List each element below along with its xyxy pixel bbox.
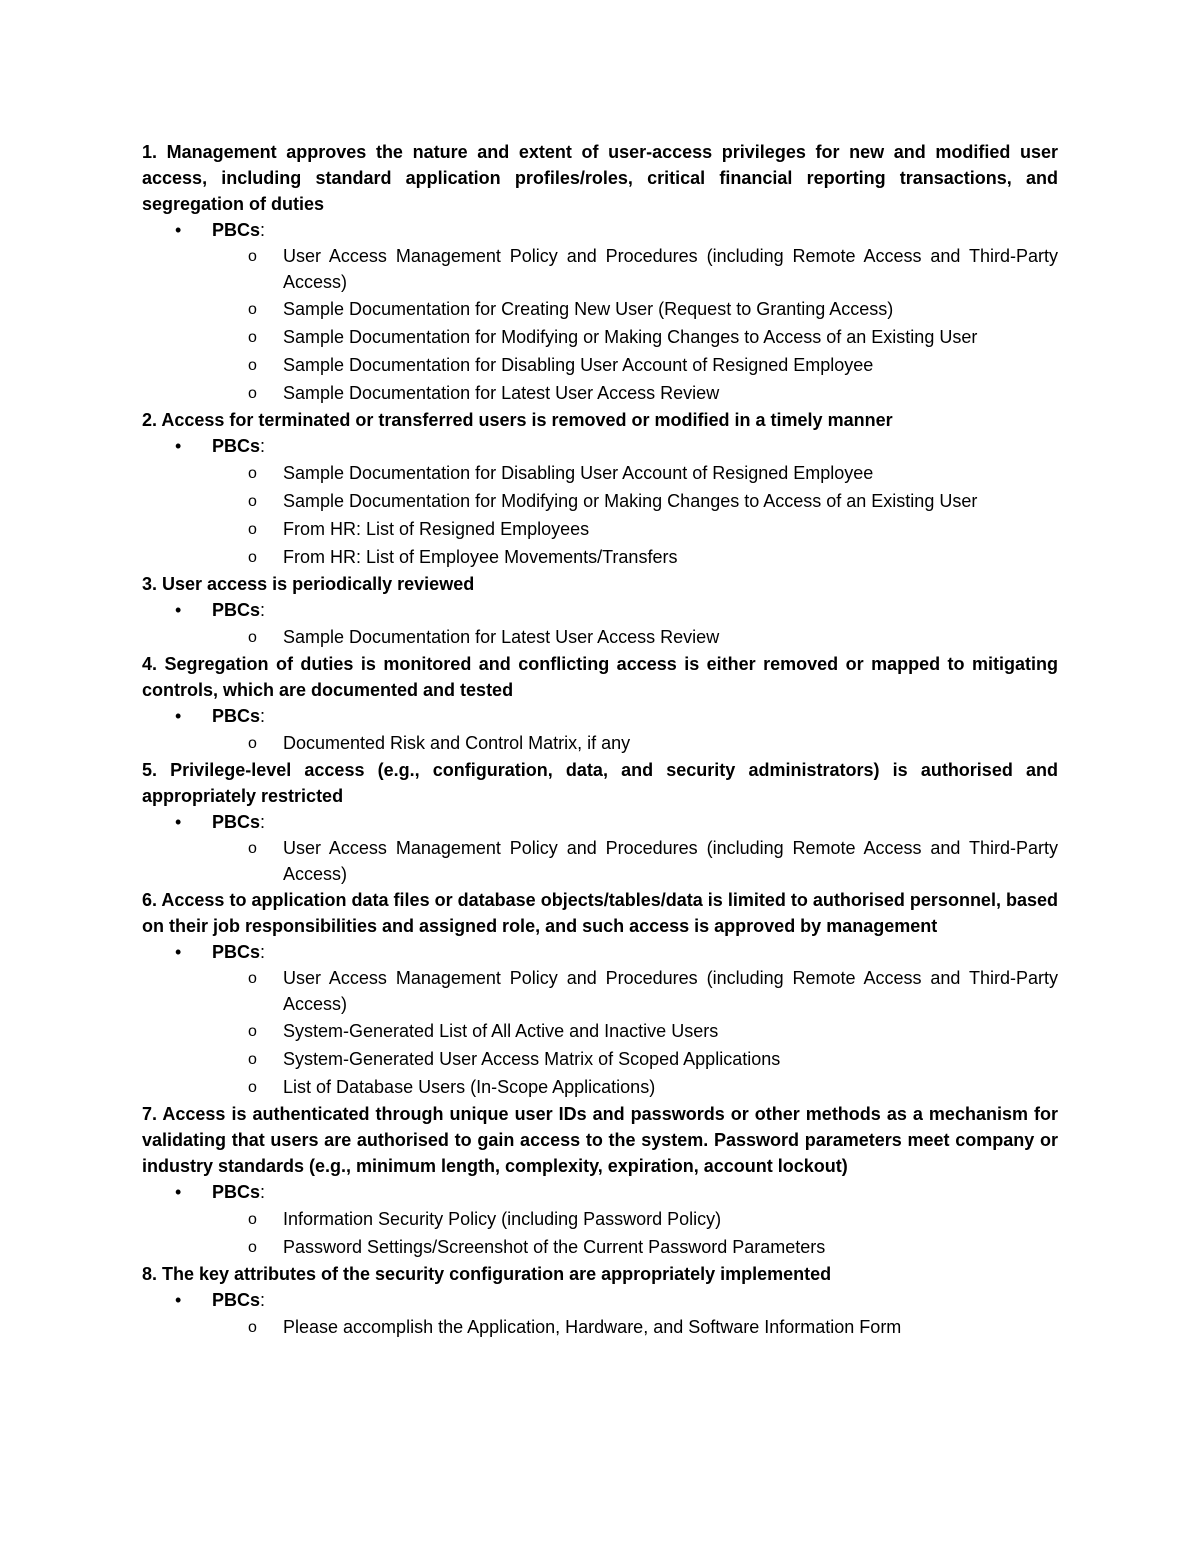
pbc-item — [248, 1045, 1058, 1073]
pbc-item-text: System-Generated List of All Active and Inactive Users — [283, 1021, 719, 1041]
pbc-list — [142, 939, 1058, 1101]
circle-bullet-icon: o — [248, 1079, 257, 1096]
pbc-items — [212, 1313, 1058, 1341]
pbc-label-colon: : — [260, 1182, 266, 1202]
circle-bullet-icon: o — [248, 465, 257, 482]
pbc-item-text: User Access Management Policy and Procedures (including Remote Access and Third-Party Access) — [283, 246, 1058, 292]
control-section — [142, 407, 1058, 571]
circle-bullet-icon: o — [248, 521, 257, 538]
pbc-item — [248, 487, 1058, 515]
pbc-label-text: PBCs — [212, 436, 261, 456]
pbc-list — [142, 597, 1058, 651]
bullet-icon: • — [175, 942, 182, 962]
pbc-label-text: PBCs — [212, 812, 261, 832]
pbc-label — [175, 217, 1058, 243]
pbc-item — [248, 1017, 1058, 1045]
pbc-label-colon: : — [260, 436, 266, 456]
control-heading: 1. Management approves the nature and extent of user-access privileges for new and modified user access, including standard application profiles/roles, critical financial reporting transactions, and segregation of duties — [142, 142, 1058, 214]
pbc-items — [212, 243, 1058, 407]
bullet-icon: • — [175, 1182, 182, 1202]
control-heading: 6. Access to application data files or database objects/tables/data is limited to authorised personnel, based on their job responsibilities and assigned role, and such access is approved by management — [142, 890, 1058, 936]
circle-bullet-icon: o — [248, 1319, 257, 1336]
pbc-label-colon: : — [260, 942, 266, 962]
pbc-item-text: Information Security Policy (including Password Policy) — [283, 1209, 722, 1229]
pbc-item — [248, 965, 1058, 1017]
pbc-label-text: PBCs — [212, 942, 261, 962]
control-section — [142, 1261, 1058, 1341]
pbc-item-text: Documented Risk and Control Matrix, if any — [283, 733, 631, 753]
pbc-item — [248, 243, 1058, 295]
control-section — [142, 1101, 1058, 1261]
pbc-items — [212, 729, 1058, 757]
pbc-item-text: From HR: List of Employee Movements/Transfers — [283, 547, 678, 567]
pbc-item — [248, 543, 1058, 571]
pbc-label — [175, 433, 1058, 459]
pbc-label — [175, 939, 1058, 965]
pbc-item — [248, 351, 1058, 379]
pbc-item-text: Please accomplish the Application, Hardware, and Software Information Form — [283, 1317, 902, 1337]
pbc-item-text: Sample Documentation for Disabling User Account of Resigned Employee — [283, 463, 874, 483]
pbc-list-item — [175, 433, 1058, 571]
bullet-icon: • — [175, 812, 182, 832]
circle-bullet-icon: o — [248, 1239, 257, 1256]
pbc-item — [248, 379, 1058, 407]
pbc-item — [248, 1313, 1058, 1341]
pbc-list — [142, 1287, 1058, 1341]
pbc-list — [142, 1179, 1058, 1261]
pbc-item — [248, 1205, 1058, 1233]
pbc-list-item — [175, 217, 1058, 407]
pbc-label — [175, 1179, 1058, 1205]
circle-bullet-icon: o — [248, 357, 257, 374]
control-heading: 2. Access for terminated or transferred users is removed or modified in a timely manner — [142, 410, 893, 430]
pbc-item-text: Sample Documentation for Latest User Access Review — [283, 627, 720, 647]
pbc-label-text: PBCs — [212, 706, 261, 726]
pbc-item — [248, 1073, 1058, 1101]
circle-bullet-icon: o — [248, 735, 257, 752]
pbc-item — [248, 515, 1058, 543]
circle-bullet-icon: o — [248, 970, 257, 987]
circle-bullet-icon: o — [248, 1211, 257, 1228]
pbc-label-colon: : — [260, 220, 266, 240]
bullet-icon: • — [175, 600, 182, 620]
pbc-item — [248, 459, 1058, 487]
pbc-item-text: User Access Management Policy and Procedures (including Remote Access and Third-Party Access) — [283, 838, 1058, 884]
pbc-item-text: Sample Documentation for Modifying or Making Changes to Access of an Existing User — [283, 327, 978, 347]
circle-bullet-icon: o — [248, 840, 257, 857]
pbc-label-colon: : — [260, 1290, 266, 1310]
control-section — [142, 651, 1058, 757]
bullet-icon: • — [175, 1290, 182, 1310]
pbc-item-text: System-Generated User Access Matrix of Scoped Applications — [283, 1049, 781, 1069]
pbc-item — [248, 729, 1058, 757]
control-heading: 3. User access is periodically reviewed — [142, 574, 475, 594]
pbc-item — [248, 623, 1058, 651]
pbc-label-text: PBCs — [212, 600, 261, 620]
pbc-label-text: PBCs — [212, 220, 261, 240]
circle-bullet-icon: o — [248, 629, 257, 646]
pbc-item — [248, 1233, 1058, 1261]
pbc-item-text: Password Settings/Screenshot of the Current Password Parameters — [283, 1237, 826, 1257]
pbc-list-item — [175, 1179, 1058, 1261]
pbc-item-text: Sample Documentation for Creating New User (Request to Granting Access) — [283, 299, 894, 319]
control-heading: 7. Access is authenticated through unique user IDs and passwords or other methods as a mechanism for validating that users are authorised to gain access to the system. Password parameters meet company or industry standards (e.g., minimum length, complexity, expiration, account lockout) — [142, 1104, 1058, 1176]
pbc-item-text: User Access Management Policy and Procedures (including Remote Access and Third-Party Access) — [283, 968, 1058, 1014]
pbc-label — [175, 1287, 1058, 1313]
pbc-list — [142, 809, 1058, 887]
circle-bullet-icon: o — [248, 1023, 257, 1040]
control-section — [142, 887, 1058, 1101]
pbc-label-text: PBCs — [212, 1182, 261, 1202]
control-heading: 5. Privilege-level access (e.g., configuration, data, and security administrators) is authorised and appropriately restricted — [142, 760, 1058, 806]
pbc-item-text: From HR: List of Resigned Employees — [283, 519, 590, 539]
pbc-item-text: Sample Documentation for Modifying or Making Changes to Access of an Existing User — [283, 491, 978, 511]
pbc-item — [248, 323, 1058, 351]
pbc-item-text: List of Database Users (In-Scope Applications) — [283, 1077, 656, 1097]
circle-bullet-icon: o — [248, 301, 257, 318]
circle-bullet-icon: o — [248, 1051, 257, 1068]
circle-bullet-icon: o — [248, 385, 257, 402]
circle-bullet-icon: o — [248, 549, 257, 566]
pbc-label-text: PBCs — [212, 1290, 261, 1310]
pbc-items — [212, 835, 1058, 887]
control-section — [142, 757, 1058, 887]
pbc-item-text: Sample Documentation for Latest User Access Review — [283, 383, 720, 403]
bullet-icon: • — [175, 436, 182, 456]
pbc-list — [142, 703, 1058, 757]
bullet-icon: • — [175, 706, 182, 726]
pbc-items — [212, 965, 1058, 1101]
pbc-item — [248, 295, 1058, 323]
pbc-list-item — [175, 939, 1058, 1101]
control-section — [142, 139, 1058, 407]
circle-bullet-icon: o — [248, 493, 257, 510]
pbc-items — [212, 1205, 1058, 1261]
pbc-label — [175, 809, 1058, 835]
control-heading: 4. Segregation of duties is monitored and conflicting access is either removed or mapped to mitigating controls, which are documented and tested — [142, 654, 1058, 700]
pbc-label-colon: : — [260, 812, 266, 832]
pbc-list-item — [175, 597, 1058, 651]
circle-bullet-icon: o — [248, 248, 257, 265]
circle-bullet-icon: o — [248, 329, 257, 346]
pbc-list — [142, 433, 1058, 571]
bullet-icon: • — [175, 220, 182, 240]
pbc-list-item — [175, 809, 1058, 887]
pbc-label — [175, 703, 1058, 729]
pbc-label-colon: : — [260, 600, 266, 620]
pbc-label — [175, 597, 1058, 623]
pbc-list — [142, 217, 1058, 407]
pbc-label-colon: : — [260, 706, 266, 726]
pbc-item — [248, 835, 1058, 887]
pbc-items — [212, 459, 1058, 571]
pbc-list-item — [175, 703, 1058, 757]
pbc-list-item — [175, 1287, 1058, 1341]
pbc-item-text: Sample Documentation for Disabling User Account of Resigned Employee — [283, 355, 874, 375]
pbc-items — [212, 623, 1058, 651]
control-section — [142, 571, 1058, 651]
control-heading: 8. The key attributes of the security configuration are appropriately implemented — [142, 1264, 832, 1284]
